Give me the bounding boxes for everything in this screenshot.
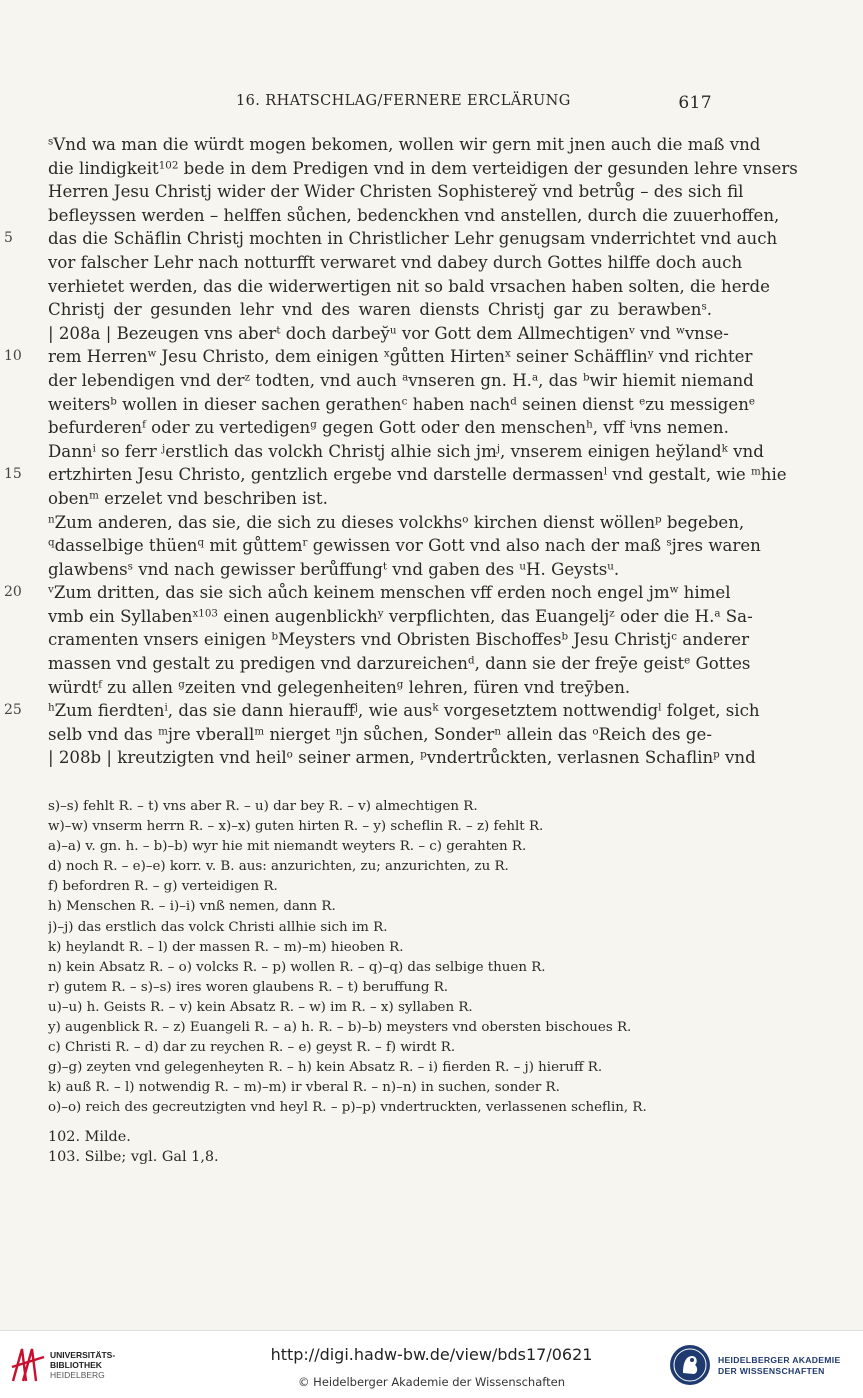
line-text: ertzhirten Jesu Christo, gentzlich ergebe vnd darstelle dermassen$^l$ vnd gestalt, wie $^m$hie [48, 465, 787, 485]
apparatus-entry: y) augenblick R. – z) Euangeli R. – a) h. R. – b)–b) meysters vnd obersten bischoues R. [48, 1020, 632, 1036]
text-line [48, 204, 780, 228]
academy-name [718, 1355, 840, 1377]
line-text: vmb ein Syllaben$^{x103}$ einen augenblickh$^y$ verpflichten, das Euangelj$^z$ oder die H.$^a$ Sa- [48, 606, 753, 626]
running-head-title: 16. RHATSCHLAG/FERNERE ERCLÄRUNG [236, 93, 571, 109]
line-text: Dann$^i$ so ferr $^j$erstlich das volckh Christj alhie sich $jm^j$, vnserem einigen hey̆land$^k$ vnd [48, 441, 764, 461]
line-text: weiters$^b$ wollen in dieser sachen gerathen$^c$ haben nach$^d$ seinen dienst $^e$zu messigen$^e$ [48, 394, 756, 414]
apparatus-entry: h) Menschen R. – i)–i) vnß nemen, dann R. [48, 899, 336, 915]
apparatus-entry: j)–j) das erstlich das volck Christi allhie sich im R. [48, 919, 388, 935]
viewer-footer [0, 1330, 863, 1398]
line-text: oben$^m$ erzelet vnd beschriben ist. [48, 488, 328, 508]
text-line [48, 628, 750, 652]
apparatus-entry: f) befordren R. – g) verteidigen R. [48, 879, 278, 895]
text-line [4, 699, 760, 723]
text-line [48, 605, 753, 629]
text-line [48, 487, 712, 511]
line-text: glawbens$^s$ vnd nach gewisser berůffung$^t$ vnd gaben des $^u$H. Geysts$^u$. [48, 559, 620, 579]
line-text: | 208a | Bezeugen vns aber$^t$ doch darbey̆$^u$ vor Gott dem Allmechtigen$^v$ vnd $^w$vnse- [48, 323, 729, 343]
line-number: 15 [4, 466, 22, 483]
text-line [48, 723, 712, 747]
text-line [48, 511, 745, 535]
copyright-notice: © Heidelberger Akademie der Wissenschaften [298, 1375, 565, 1389]
apparatus-entry: o)–o) reich des gecreutzigten vnd heyl R. – p)–p) vndertruckten, verlassenen scheflin, R. [48, 1100, 647, 1116]
text-line [48, 393, 756, 417]
apparatus-entry: w)–w) vnserm herrn R. – x)–x) guten hirten R. – y) scheflin R. – z) fehlt R. [48, 819, 544, 835]
apparatus-entry: n) kein Absatz R. – o) volcks R. – p) wollen R. – q)–q) das selbige thuen R. [48, 959, 546, 975]
line-text: befurderen$^f$ oder zu vertedigen$^g$ gegen Gott oder den menschen$^h$, vff $^i$vns nemen. [48, 418, 729, 438]
text-line [48, 652, 751, 676]
line-text: $^q$dasselbige thüen$^q$ mit gůttem$^r$ gewissen vor Gott vnd also nach der maß $^s$jres waren [48, 536, 761, 556]
apparatus-entry: s)–s) fehlt R. – t) vns aber R. – u) dar bey R. – v) almechtigen R. [48, 799, 478, 814]
text-line [48, 298, 712, 322]
line-text: | 208b | kreutzigten vnd heil$^o$ seiner armen, $^p$vndertrůckten, verlasnen Schaflin$^p$ vnd [48, 748, 756, 768]
line-text: Christj der gesunden lehr vnd des waren diensts Christj gar zu berawben$^s$. [48, 300, 712, 320]
text-line [48, 558, 712, 582]
footnotes [48, 1127, 712, 1168]
apparatus-entry: k) heylandt R. – l) der massen R. – m)–m) hieoben R. [48, 939, 404, 955]
apparatus-entry: a)–a) v. gn. h. – b)–b) wyr hie mit niemandt weyters R. – c) gerahten R. [48, 839, 527, 855]
line-text: die lindigkeit$^{102}$ bede in dem Predigen vnd in dem verteidigen der gesunden lehre vnsers [48, 158, 798, 178]
line-text: rem Herren$^w$ Jesu Christo, dem einigen $^x$gůtten Hirten$^x$ seiner Schäfflin$^y$ vnd richter [48, 347, 753, 367]
footnote: 103. Silbe; vgl. Gal 1,8. [48, 1149, 219, 1166]
text-line [48, 180, 744, 204]
text-line [48, 322, 729, 346]
apparatus-entry: g)–g) zeyten vnd gelegenheyten R. – h) kein Absatz R. – i) fierden R. – j) hieruff R. [48, 1060, 603, 1076]
text-line [4, 227, 778, 251]
text-line [48, 534, 761, 558]
apparatus-entry: c) Christi R. – d) dar zu reychen R. – e) geyst R. – f) wirdt R. [48, 1040, 456, 1056]
academy-line-1: HEIDELBERGER AKADEMIE [718, 1355, 841, 1365]
academy-seal-icon [668, 1343, 712, 1387]
line-text: befleyssen werden – helffen sůchen, bedenckhen vnd anstellen, durch die zuuerhoffen, [48, 205, 780, 225]
text-line [48, 275, 770, 299]
text-line [48, 746, 756, 770]
text-line [48, 133, 761, 157]
footnote: 102. Milde. [48, 1129, 131, 1145]
line-number: 10 [4, 348, 22, 365]
line-text: der lebendigen vnd der$^z$ todten, vnd auch $^a$vnseren gn. H.$^a$, das $^b$wir hiemit niemand [48, 370, 754, 390]
text-line [48, 416, 729, 440]
apparatus-entry: d) noch R. – e)–e) korr. v. B. aus: anzurichten, zu; anzurichten, zu R. [48, 859, 509, 875]
line-text: $^v$Zum dritten, das sie sich aůch keinem menschen vff erden noch engel $jm^w$ himel [48, 583, 731, 603]
line-text: massen vnd gestalt zu predigen vnd darzureichen$^d$, dann sie der freȳe geist$^e$ Gottes [48, 654, 751, 674]
text-line [4, 463, 787, 487]
main-text [4, 133, 798, 770]
line-text: cramenten vnsers einigen $^b$Meysters vnd Obristen Bischoffes$^b$ Jesu Christj$^c$ anderer [48, 630, 750, 650]
text-line [48, 440, 764, 464]
line-number: 20 [4, 584, 22, 601]
line-text: $^s$Vnd wa man die würdt mogen bekomen, wollen wir gern mit jnen auch die maß vnd [48, 135, 761, 154]
line-text: selb vnd das $^m$jre vberall$^m$ nierget $^n$jn sůchen, Sonder$^n$ allein das $^o$Reich des ge- [48, 724, 712, 744]
text-line [4, 581, 731, 605]
page-number: 617 [678, 93, 712, 113]
line-text: würdt$^f$ zu allen $^g$zeiten vnd gelegenheiten$^g$ lehren, füren vnd treȳben. [48, 677, 631, 697]
ub-line-3: HEIDELBERG [50, 1370, 105, 1380]
line-text: $^n$Zum anderen, das sie, die sich zu dieses volckhs$^o$ kirchen dienst wöllen$^p$ begeben, [48, 512, 745, 532]
ub-line-1: UNIVERSITÄTS- [50, 1350, 116, 1360]
apparatus-entry: u)–u) h. Geists R. – v) kein Absatz R. – w) im R. – x) syllaben R. [48, 999, 473, 1015]
apparatus-entry: k) auß R. – l) notwendig R. – m)–m) ir vberal R. – n)–n) in suchen, sonder R. [48, 1080, 560, 1096]
line-number: 5 [4, 230, 13, 247]
text-line [48, 251, 743, 275]
line-text: vor falscher Lehr nach notturfft verwaret vnd dabey durch Gottes hilffe doch auch [48, 252, 743, 272]
critical-apparatus [48, 797, 712, 1119]
text-line [4, 345, 753, 369]
academy-line-2: DER WISSENSCHAFTEN [718, 1366, 825, 1376]
line-text: verhietet werden, das die widerwertigen nit so bald vrsachen haben solten, die herde [48, 276, 770, 296]
ub-line-2: BIBLIOTHEK [50, 1360, 102, 1370]
line-number: 25 [4, 702, 22, 719]
permalink-url[interactable]: http://digi.hadw-bw.de/view/bds17/0621 [270, 1345, 593, 1364]
text-line [48, 157, 798, 181]
apparatus-entry: r) gutem R. – s)–s) ires woren glaubens R. – t) beruffung R. [48, 979, 449, 995]
line-text: $^h$Zum fierdten$^i$, das sie dann hierauff$^j$, wie aus$^k$ vorgesetztem nottwendig$^l$ folget, sich [48, 701, 760, 721]
text-line [48, 369, 754, 393]
text-line [48, 676, 712, 700]
line-text: Herren Jesu Christj wider der Wider Christen Sophisterey̆ vnd betrůg – des sich fil [48, 182, 744, 202]
line-text: das die Schäflin Christj mochten in Christlicher Lehr genugsam vnderrichtet vnd auch [48, 229, 778, 249]
